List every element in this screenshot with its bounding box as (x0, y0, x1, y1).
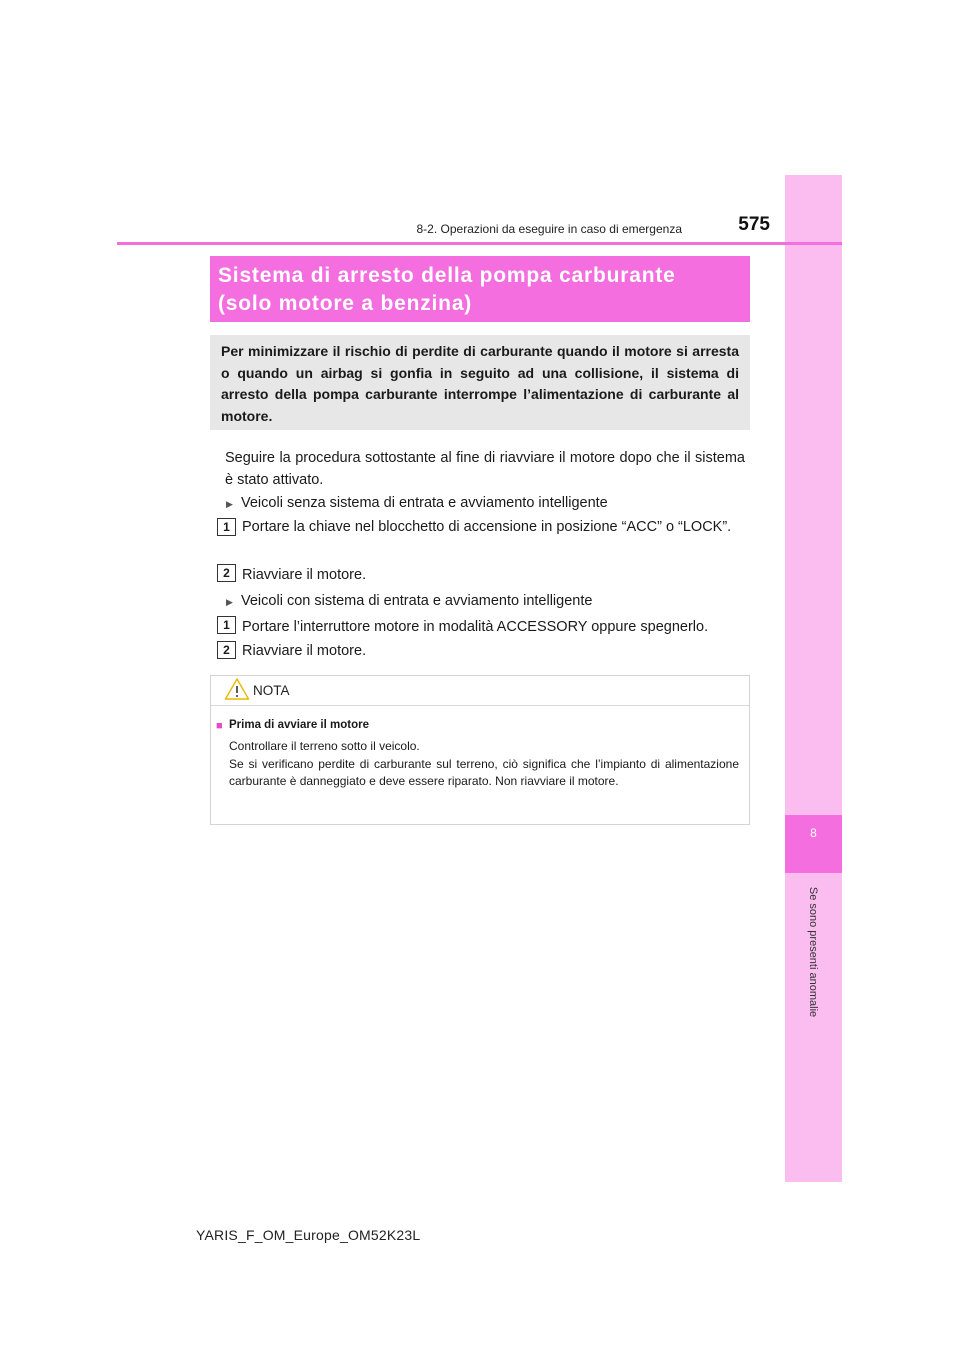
condition-label: Veicoli con sistema di entrata e avviamento intelligente (241, 593, 593, 609)
note-line-1: Controllare il terreno sotto il veicolo. (229, 739, 420, 753)
square-bullet-icon: ■ (216, 720, 223, 732)
lead-paragraph: Seguire la procedura sottostante al fine di riavviare il motore dopo che il sistema è stato attivato. (225, 450, 745, 488)
triangle-arrow-icon: ▶ (226, 499, 233, 509)
note-line-2: Se si verificano perdite di carburante sul terreno, ciò significa che l’impianto di alimentazione carburante è danneggiato e deve essere riparato. Non riavviare il motore. (229, 756, 739, 788)
title-line-2: (solo motore a benzina) (218, 292, 473, 315)
step-number-badge: 1 (217, 518, 236, 536)
step-text: Portare la chiave nel blocchetto di accensione in posizione “ACC” o “LOCK”. (242, 519, 732, 535)
step-text: Portare l’interruttore motore in modalità ACCESSORY oppure spegnerlo. (242, 619, 709, 635)
page-number: 575 (738, 214, 770, 235)
intro-text: Per minimizzare il rischio di perdite di carburante quando il motore si arresta o quando un airbag si gonfia in seguito ad una collisione, il sistema di arresto della pompa carburante interrompe l’alimentazione di carburante al motore. (221, 343, 739, 424)
header-rule (117, 242, 842, 245)
procedure-condition (226, 590, 592, 613)
chapter-tab-highlight (785, 815, 842, 873)
step-number-badge: 2 (217, 564, 236, 582)
step-text: Riavviare il motore. (242, 567, 367, 583)
chapter-side-tab (785, 175, 842, 1182)
step-number-badge: 2 (217, 641, 236, 659)
procedure-condition (226, 492, 608, 515)
warning-triangle-icon (224, 677, 250, 701)
step-number-badge: 1 (217, 616, 236, 634)
note-body (229, 738, 739, 791)
page-title (218, 262, 748, 318)
step-text: Riavviare il motore. (242, 643, 367, 659)
triangle-arrow-icon: ▶ (226, 597, 233, 607)
footer-document-code: YARIS_F_OM_Europe_OM52K23L (196, 1227, 421, 1243)
note-subheading: Prima di avviare il motore (229, 719, 369, 731)
section-label: 8-2. Operazioni da eseguire in caso di emergenza (416, 222, 682, 236)
chapter-title: Se sono presenti anomalie (807, 886, 819, 1018)
condition-label: Veicoli senza sistema di entrata e avviamento intelligente (241, 495, 608, 511)
title-line-1: Sistema di arresto della pompa carburante (218, 264, 676, 287)
note-divider (211, 705, 749, 706)
note-heading: NOTA (253, 683, 290, 698)
chapter-number: 8 (810, 826, 817, 840)
